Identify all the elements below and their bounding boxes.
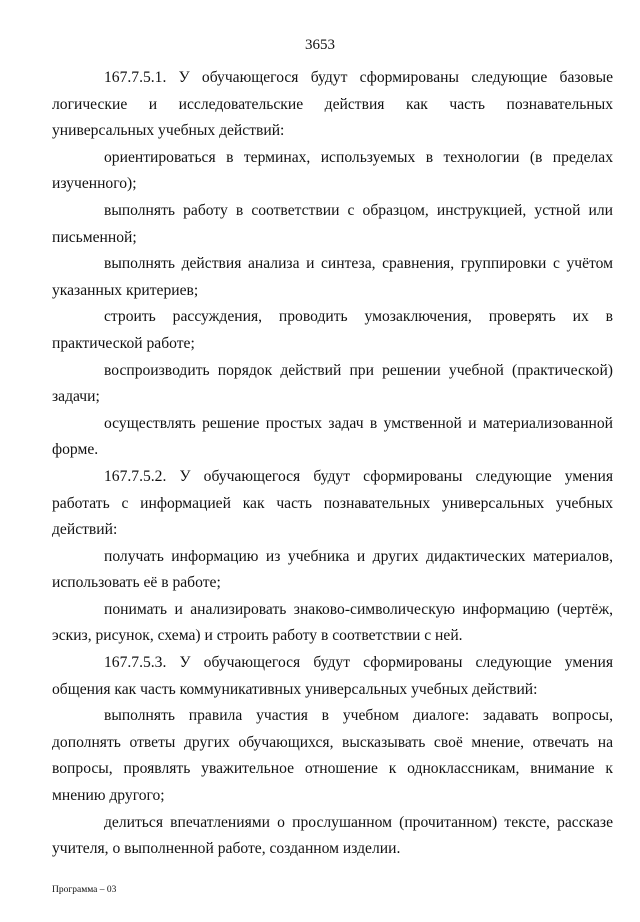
list-item: строить рассуждения, проводить умозаключения, проверять их в практической работе; xyxy=(52,308,613,352)
paragraph-167-7-5-1: 167.7.5.1. У обучающегося будут сформированы следующие базовые логические и исследовательские действия как часть познавательных универсальных учебных действий: xyxy=(52,69,613,140)
list-item: выполнять правила участия в учебном диалоге: задавать вопросы, дополнять ответы других обучающихся, высказывать своё мнение, отвечать на вопросы, проявлять уважительное отношение к одноклассникам, внимание к мнению другого; xyxy=(52,707,613,805)
list-item: воспроизводить порядок действий при решении учебной (практической) задачи; xyxy=(52,361,613,406)
list-item: понимать и анализировать знаково-символическую информацию (чертёж, эскиз, рисунок, схема) и строить работу в соответствии с ней. xyxy=(52,600,613,645)
list-item: получать информацию из учебника и других дидактических материалов, использовать её в работе; xyxy=(52,547,613,592)
footer-label: Программа – 03 xyxy=(52,885,117,895)
paragraph-167-7-5-2: 167.7.5.2. У обучающегося будут сформированы следующие умения работать с информацией как часть познавательных универсальных учебных действий: xyxy=(52,467,613,539)
list-item: выполнять работу в соответствии с образцом, инструкцией, устной или письменной; xyxy=(52,201,613,246)
paragraph-167-7-5-3: 167.7.5.3. У обучающегося будут сформированы следующие умения общения как часть коммуникативных универсальных учебных действий: xyxy=(52,654,613,698)
list-item: осуществлять решение простых задач в умственной и материализованной форме. xyxy=(52,414,613,459)
list-item: делиться впечатлениями о прослушанном (прочитанном) тексте, рассказе учителя, о выполненной работе, созданном изделии. xyxy=(52,813,613,858)
list-item: выполнять действия анализа и синтеза, сравнения, группировки с учётом указанных критериев; xyxy=(52,255,613,299)
document-body xyxy=(52,65,613,863)
list-item: ориентироваться в терминах, используемых в технологии (в пределах изученного); xyxy=(52,148,613,193)
page-number: 3653 xyxy=(305,37,335,53)
